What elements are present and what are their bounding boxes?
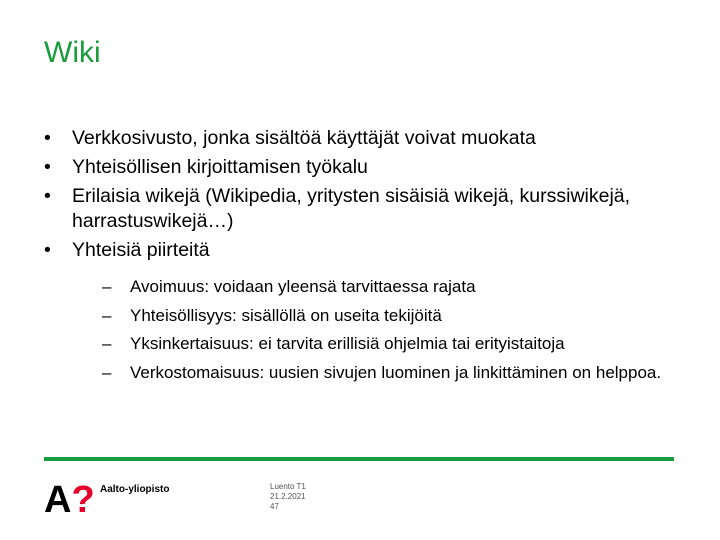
subbullet-text: Yksinkertaisuus: ei tarvita erillisiä ohjelmia tai erityistaitoja xyxy=(130,334,565,353)
bullet-item xyxy=(44,184,684,234)
dash-marker: – xyxy=(102,277,112,296)
lecture-label: Luento T1 xyxy=(270,482,306,491)
bullet-item xyxy=(44,238,684,387)
bullet-text: Yhteisiä piirteitä xyxy=(72,239,210,261)
footer-divider xyxy=(44,457,674,461)
logo-question: ? xyxy=(71,479,95,518)
dash-marker: – xyxy=(102,334,112,353)
subbullet-text: Avoimuus: voidaan yleensä tarvittaessa rajata xyxy=(130,277,476,296)
bullet-list xyxy=(44,126,684,391)
logo-text: Aalto-yliopisto xyxy=(100,484,170,495)
bullet-text: Erilaisia wikejä (Wikipedia, yritysten sisäisiä wikejä, kurssiwikejä, harrastuswikejä…) xyxy=(72,185,631,232)
subbullet-item xyxy=(72,302,690,331)
subbullet-text: Verkostomaisuus: uusien sivujen luominen ja linkittäminen on helppoa. xyxy=(130,362,662,382)
page-number: 47 xyxy=(270,502,279,511)
dash-marker: – xyxy=(102,305,112,325)
bullet-item xyxy=(44,126,684,151)
bullet-item xyxy=(44,155,684,180)
bullet-marker: • xyxy=(44,239,51,261)
subbullet-text: Yhteisöllisyys: sisällöllä on useita tekijöitä xyxy=(130,305,442,325)
logo-letter: A xyxy=(44,479,72,518)
subbullet-item xyxy=(72,359,690,388)
subbullet-item xyxy=(72,273,690,302)
logo-mark xyxy=(44,479,95,518)
slide-title: Wiki xyxy=(44,36,101,69)
bullet-text: Yhteisöllisen kirjoittamisen työkalu xyxy=(72,156,368,178)
date-label: 21.2.2021 xyxy=(270,492,306,501)
aalto-logo xyxy=(44,478,104,518)
dash-marker: – xyxy=(102,362,112,382)
bullet-marker: • xyxy=(44,185,51,207)
bullet-text: Verkkosivusto, jonka sisältöä käyttäjät voivat muokata xyxy=(72,127,536,149)
bullet-marker: • xyxy=(44,156,51,178)
subbullet-list xyxy=(72,273,684,387)
bullet-marker: • xyxy=(44,127,51,149)
footer-info xyxy=(270,482,306,512)
subbullet-item xyxy=(72,330,690,359)
